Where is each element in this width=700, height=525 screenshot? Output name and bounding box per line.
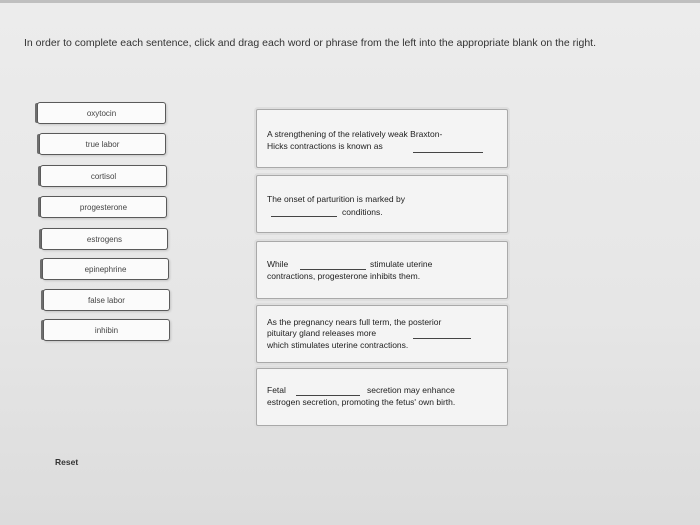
word-tile-progesterone[interactable]: progesterone <box>40 196 167 218</box>
sentence-5-line-2: estrogen secretion, promoting the fetus' own birth. <box>267 397 456 407</box>
sentence-card-5 <box>256 368 508 426</box>
sentence-4-line-3: which stimulates uterine contractions. <box>267 340 409 350</box>
sentence-3-line-2: contractions, progesterone inhibits them. <box>267 271 421 281</box>
sentence-card-3 <box>256 241 508 299</box>
word-tile-epinephrine[interactable]: epinephrine <box>42 258 169 280</box>
word-tile-estrogens[interactable]: estrogens <box>41 228 168 250</box>
sentence-card-1 <box>256 109 508 168</box>
sentence-4-line-1: As the pregnancy nears full term, the posterior <box>267 317 442 327</box>
word-tile-oxytocin[interactable]: oxytocin <box>37 102 166 124</box>
sentence-1-line-2: Hicks contractions is known as <box>267 141 383 151</box>
sentence-3-line-1a: While <box>267 259 289 269</box>
sentence-2-line-1: The onset of parturition is marked by <box>267 194 405 204</box>
reset-button[interactable]: Reset <box>55 457 79 467</box>
sentence-4-line-2: pituitary gland releases more <box>267 328 377 338</box>
sentence-3-line-1b: stimulate uterine <box>370 259 433 269</box>
word-tile-inhibin[interactable]: inhibin <box>43 319 170 341</box>
drop-blank-3[interactable] <box>300 269 366 270</box>
sentence-5-line-1b: secretion may enhance <box>367 385 455 395</box>
top-border <box>0 0 700 3</box>
drop-blank-1[interactable] <box>413 152 483 153</box>
sentence-1-line-1: A strengthening of the relatively weak Braxton- <box>267 129 443 139</box>
sentence-card-2 <box>256 175 508 233</box>
sentence-card-4 <box>256 305 508 363</box>
instructions-text: In order to complete each sentence, click and drag each word or phrase from the left into the appropriate blank on the right. <box>24 37 596 49</box>
drop-blank-5[interactable] <box>296 395 360 396</box>
word-tile-true-labor[interactable]: true labor <box>39 133 166 155</box>
drop-blank-2[interactable] <box>271 216 337 217</box>
sentence-2-line-2: conditions. <box>342 207 383 217</box>
word-tile-cortisol[interactable]: cortisol <box>40 165 167 187</box>
sentence-5-line-1a: Fetal <box>267 385 286 395</box>
drop-blank-4[interactable] <box>413 338 471 339</box>
word-tile-false-labor[interactable]: false labor <box>43 289 170 311</box>
